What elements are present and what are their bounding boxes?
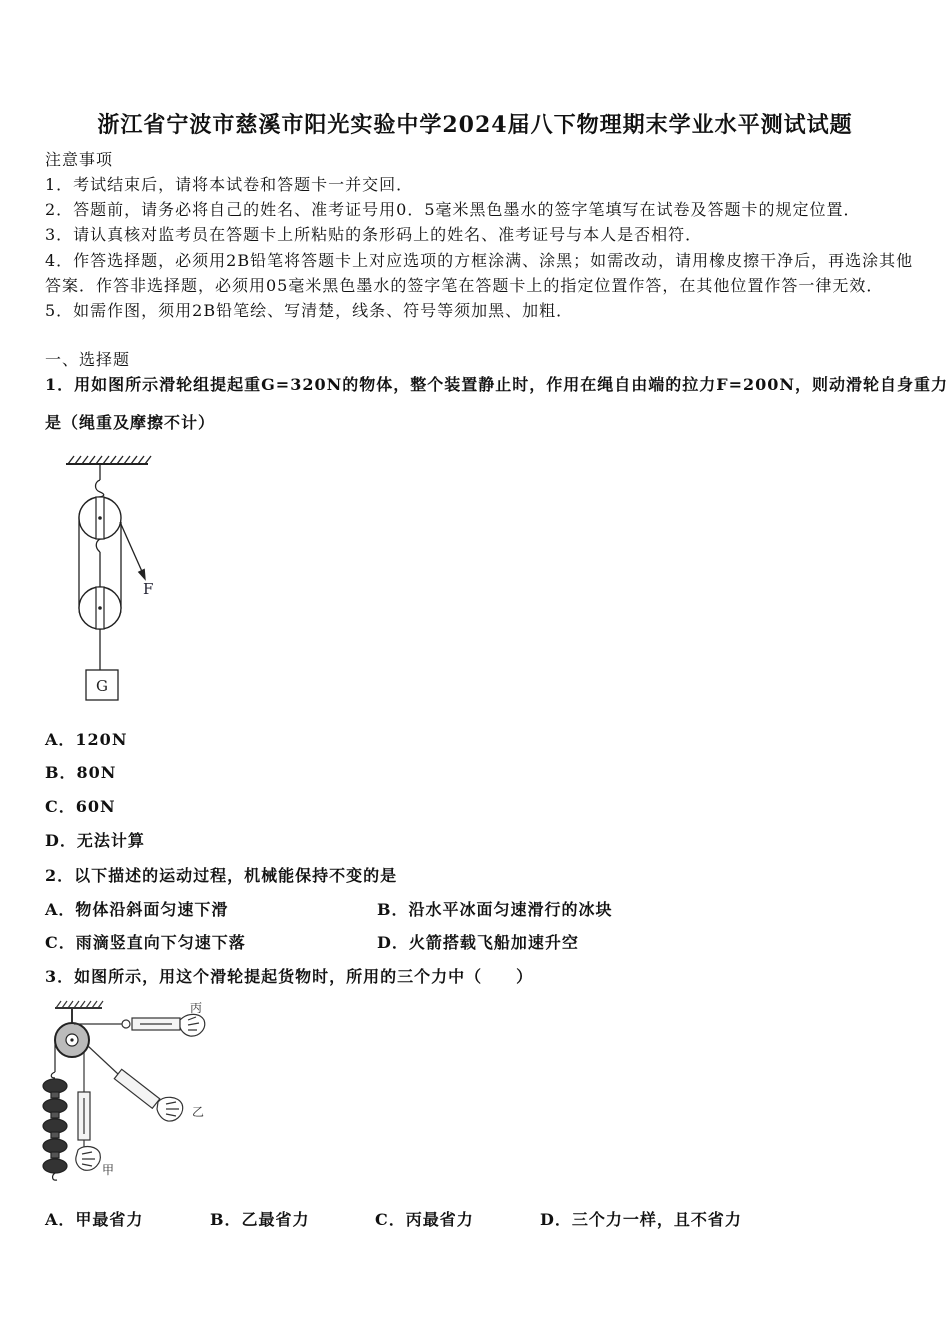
spring-scale-jia: [78, 1092, 90, 1148]
ceiling: [66, 456, 151, 464]
hand-yi: [157, 1097, 183, 1121]
notice-heading: 注意事项: [45, 150, 114, 169]
q3-pulley-figure: [40, 998, 220, 1188]
label-yi: 乙: [192, 1105, 205, 1119]
notice-line-4: 4．作答选择题，必须用2B铅笔将答题卡上对应选项的方框涂满、涂黑；如需改动，请用橡皮擦干净后，再选涂其他: [45, 251, 914, 270]
q2-option-c: C．雨滴竖直向下匀速下落: [45, 933, 246, 952]
force-label: F: [143, 580, 154, 598]
notice-line-4-cont: 答案．作答非选择题，必须用05毫米黑色墨水的签字笔在答题卡上的指定位置作答，在其他位置作答一律无效．: [45, 276, 884, 295]
q1-option-c: C．60N: [45, 797, 116, 816]
q3-option-b: B．乙最省力: [210, 1210, 310, 1229]
spring-scale-yi: [114, 1069, 160, 1108]
fixed-pulley: [79, 497, 121, 552]
weight-label: G: [96, 677, 108, 695]
q2-option-d: D．火箭搭载飞船加速升空: [377, 933, 579, 952]
hanging-weights: [43, 1040, 67, 1180]
top-hanger: [96, 464, 104, 497]
ceiling: [55, 1001, 103, 1023]
q2-option-a: A．物体沿斜面匀速下滑: [45, 900, 229, 919]
section-heading: 一、选择题: [45, 350, 131, 369]
q1-pulley-figure: [55, 450, 175, 705]
notice-line-2: 2．答题前，请务必将自己的姓名、准考证号用0．5毫米黑色墨水的签字笔填写在试卷及答题卡的规定位置．: [45, 200, 861, 219]
q3-option-a: A．甲最省力: [45, 1210, 144, 1229]
spring-scale-bing: [132, 1018, 180, 1030]
movable-pulley: [79, 587, 121, 629]
q3-stem: 3．如图所示，用这个滑轮提起货物时，所用的三个力中（ ）: [45, 967, 534, 986]
rope-yi: [88, 1046, 118, 1074]
label-bing: 丙: [190, 1001, 203, 1015]
notice-line-5: 5．如需作图，须用2B铅笔绘、写清楚，线条、符号等须加黑、加粗．: [45, 301, 574, 320]
label-jia: 甲: [102, 1163, 115, 1177]
q1-stem-cont: 是（绳重及摩擦不计）: [45, 413, 216, 432]
q1-option-a: A．120N: [45, 730, 128, 749]
q3-option-d: D．三个力一样，且不省力: [540, 1210, 742, 1229]
q2-stem: 2．以下描述的运动过程，机械能保持不变的是: [45, 866, 398, 885]
notice-line-1: 1．考试结束后，请将本试卷和答题卡一并交回．: [45, 175, 414, 194]
q2-option-b: B．沿水平冰面匀速滑行的冰块: [377, 900, 613, 919]
fixed-pulley: [55, 1023, 89, 1057]
exam-title: 浙江省宁波市慈溪市阳光实验中学2024届八下物理期末学业水平测试试题: [97, 112, 853, 138]
hand-jia: [76, 1147, 100, 1171]
hand-bing: [180, 1014, 205, 1036]
q1-option-b: B．80N: [45, 763, 117, 782]
force-arrow: [120, 522, 145, 579]
q3-option-c: C．丙最省力: [375, 1210, 474, 1229]
q1-stem: 1．用如图所示滑轮组提起重G=320N的物体，整个装置静止时，作用在绳自由端的拉力F=200N，则动滑轮自身重力: [45, 375, 949, 394]
q1-option-d: D．无法计算: [45, 831, 145, 850]
notice-line-3: 3．请认真核对监考员在答题卡上所粘贴的条形码上的姓名、准考证号与本人是否相符．: [45, 225, 703, 244]
